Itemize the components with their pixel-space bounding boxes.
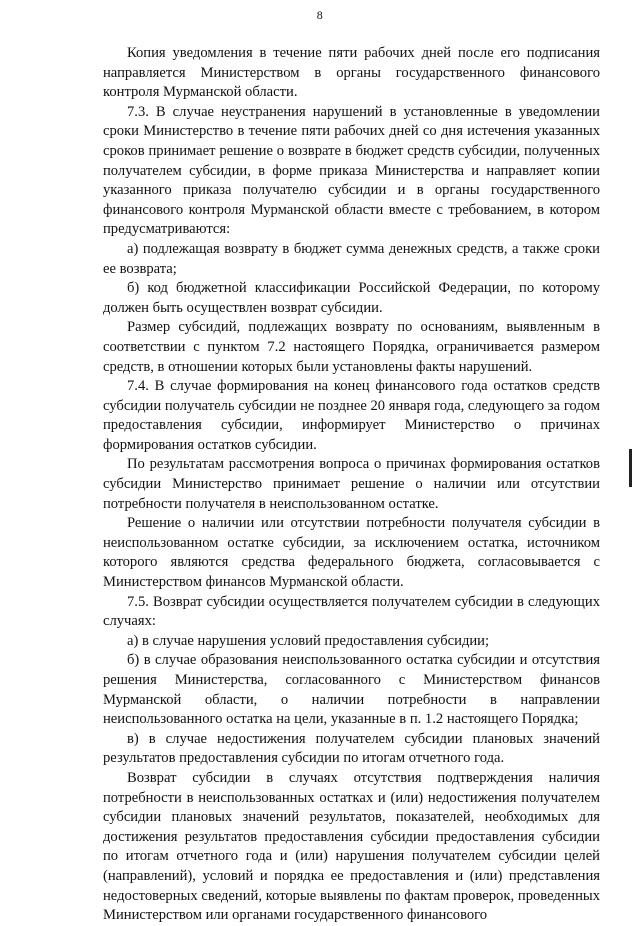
page-number: 8 xyxy=(316,8,324,22)
document-body xyxy=(103,44,600,926)
paragraph-7-3-b: б) код бюджетной классификации Российской Федерации, по которому должен быть осуществлен возврат субсидии. xyxy=(103,280,600,316)
paragraph-refund-cases: Возврат субсидии в случаях отсутствия подтверждения наличия потребности в неиспользованных остатках и (или) недостижения получателем субсидии плановых значений результатов, показателей, необходимых для достижения результатов предоставления субсидии предоставления субсидии по итогам отчетного года и (или) нарушения получателем субсидии целей (направлений), условий и порядка ее предоставления и (или) представления недостоверных сведений, которые выявлены по фактам проверок, проведенных Министерством или органами государственного финансового xyxy=(103,769,600,924)
paragraph-7-5-b: б) в случае образования неиспользованного остатка субсидии и отсутствия решения Министерства, согласованного с Министерством финансов Мурманской области, о наличии потребности в направлении неиспользованного остатка на цели, указанные в п. 1.2 настоящего Порядка; xyxy=(103,652,600,728)
paragraph-7-4: 7.4. В случае формирования на конец финансового года остатков средств субсидии получатель субсидии не позднее 20 января года, следующего за годом предоставления субсидии, информирует Министерство о причинах формирования остатков субсидии. xyxy=(103,378,600,453)
paragraph-7-5-a: а) в случае нарушения условий предоставления субсидии; xyxy=(127,632,490,649)
paragraph-7-5: 7.5. Возврат субсидии осуществляется получателем субсидии в следующих случаях: xyxy=(103,593,600,630)
paragraph-7-3-a: а) подлежащая возврату в бюджет сумма денежных средств, а также сроки ее возврата; xyxy=(103,240,600,277)
paragraph-notice-copy: Копия уведомления в течение пяти рабочих дней после его подписания направляется Министерством в органы государственного финансового контроля Мурманской области. xyxy=(103,45,600,101)
paragraph-review-results: По результатам рассмотрения вопроса о причинах формирования остатков субсидии Министерство принимает решение о наличии или отсутствии потребности получателя в неиспользованном остатке. xyxy=(103,456,600,512)
paragraph-refund-size: Размер субсидий, подлежащих возврату по основаниям, выявленным в соответствии с пунктом 7.2 настоящего Порядка, ограничивается размером средств, в отношении которых были установлены факты нарушений. xyxy=(103,319,600,375)
paragraph-7-5-c: в) в случае недостижения получателем субсидии плановых значений результатов предоставления субсидии по итогам отчетного года. xyxy=(103,730,600,767)
paragraph-decision-approval: Решение о наличии или отсутствии потребности получателя субсидии в неиспользованном остатке субсидии, за исключением остатка, источником которого являются средства федерального бюджета, согласовывается с Министерством финансов Мурманской области. xyxy=(103,515,600,591)
paragraph-7-3: 7.3. В случае неустранения нарушений в установленные в уведомлении сроки Министерство в течение пяти рабочих дней со дня истечения указанных сроков принимает решение о возврате в бюджет средств субсидии, полученных получателем субсидии, в форме приказа Министерства и направляет копии указанного приказа получателю субсидии и в органы государственного финансового контроля Мурманской области вместе с требованием, в котором предусматриваются: xyxy=(103,103,600,238)
scan-margin-mark xyxy=(629,449,632,487)
